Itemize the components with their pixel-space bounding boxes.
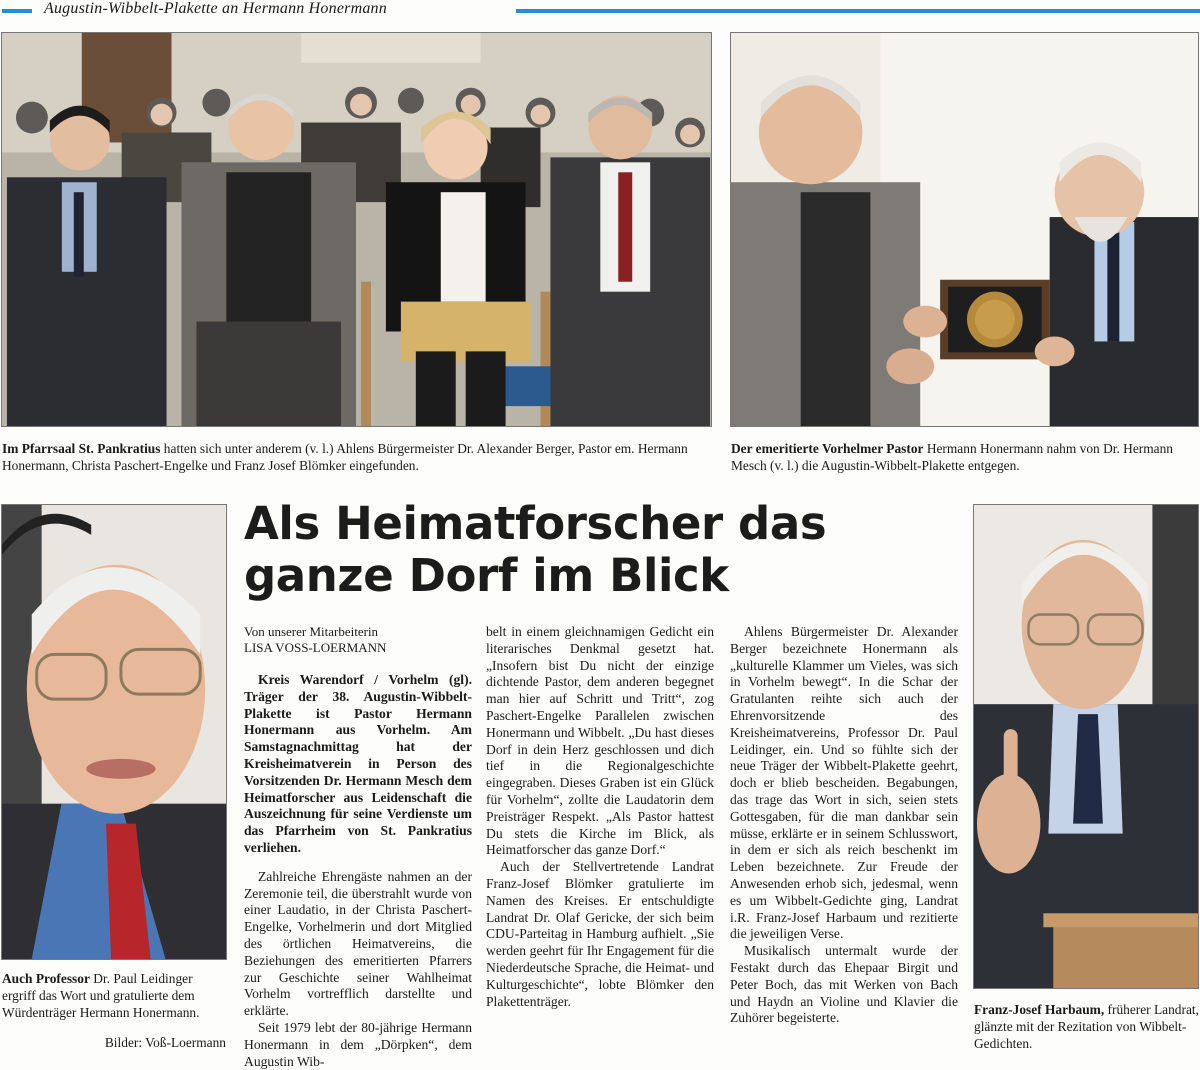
article-column-2 [486, 624, 714, 1010]
professor-portrait-photo [1, 504, 227, 960]
article-headline [244, 498, 964, 602]
column-2-paragraph-1: belt in einem gleichnamigen Gedicht ein literarisches Denkmal gesetzt hat. „Insofern bist Du nicht der einzige dichtende Pastor, dem anderen begegnet man hier auf Schritt und Tritt“, zog Paschert-Engelke Parallelen zwischen Honermann und Wibbelt. „Du hast dieses Dorf in dein Herz geschlossen und dich tief in die Regionalgeschichte eingegraben. Dieses Graben ist ein Glück für Vorhelm“, zollte die Laudatorin dem Preisträger Respekt. „Als Pastor hattest Du stets die Kirche im Blick, als Heimatforscher das ganze Dorf.“ [486, 624, 714, 858]
audience-caption-lead: Im Pfarrsaal St. Pankratius [2, 441, 161, 456]
column-1-paragraph-2: Seit 1979 lebt der 80-jährige Hermann Honermann in dem „Dörpken“, dem Augustin Wib- [244, 1019, 472, 1069]
column-3-paragraph-2: Musikalisch untermalt wurde der Festakt durch das Ehepaar Birgit und Peter Boch, das mit Werken von Bach und Haydn an Violine und Klavier die Zuhörer begeisterte. [730, 943, 958, 1026]
column-3-paragraph-1: Ahlens Bürgermeister Dr. Alexander Berger bezeichnete Honermann als „kulturelle Klammer um Vieles, was sich in Vorhelm bewegt“. In die Schar der Gratulanten reihte sich auch der Ehrenvorsitzende des Kreisheimatvereins, Professor Dr. Paul Leidinger, ein. Und so fühlte sich der neue Träger der Wibbelt-Plakette geehrt, doch er blieb bescheiden. Begabungen, das trage das Wort in sich, seien stets Gottesgaben, für die man dankbar sein müsse, erklärte er in seinem Schlusswort, in dem er sich als reich beschenkt im Leben bezeichnete. Zur Freude der Anwesenden erhob sich, jedesmal, wenn es um Wibbelt-Gedichte ging, Landrat i.R. Franz-Josef Harbaum und rezitierte die jeweiligen Verse. [730, 624, 958, 942]
professor-caption-lead: Auch Professor [2, 971, 90, 986]
handover-caption-text: Hermann Honermann nahm von Dr. Hermann Mesch (v. l.) die Augustin-Wibbelt-Plakette entgegen. [731, 441, 1173, 473]
column-1-paragraph-1: Zahlreiche Ehrengäste nahmen an der Zeremonie teil, die überstrahlt wurde von einer Laudatio, in der Christa Paschert-Engelke, Vorhelmerin und dort Mitglied des örtlichen Heimatvereins, die Beziehungen des emeritierten Pfarrers zur Geschichte seiner Wahlheimat Vorhelm vortrefflich darstellte und erklärte. [244, 868, 472, 1019]
professor-portrait-image [2, 505, 226, 959]
photo-credit: Bilder: Voß-Loermann [104, 1035, 226, 1050]
column-2-paragraph-2: Auch der Stellvertretende Landrat Franz-Josef Blömker gratulierte im Namen des Kreises. Er entschuldigte Landrat Dr. Olaf Gericke, der sich beim CDU-Parteitag in Hamburg aufhielt. „Sie werden geehrt für Ihr Engagement für die Niederdeutsche Sprache, die Heimat- und Kulturgeschichte“, lobte Blömker den Plakettenträger. [486, 859, 714, 1009]
plaque-handover-photo-image [731, 33, 1198, 426]
professor-photo-caption [2, 970, 228, 1021]
article-column-3 [730, 624, 958, 1027]
plaque-handover-photo [730, 32, 1199, 427]
audience-photo [1, 32, 712, 427]
harbaum-caption-lead: Franz-Josef Harbaum, [974, 1002, 1105, 1017]
article-lead: Kreis Warendorf / Vorhelm (gl). Träger der 38. Augustin-Wibbelt-Plakette ist Pastor Hermann Honermann aus Vorhelm. Am Samstagnachmittag hat der Kreisheimatverein in Person des Vorsitzenden Dr. Hermann Mesch dem Heimatforscher aus Leidenschaft die Auszeichnung für seine Verdienste um das Pfarrheim von St. Pankratius verliehen. [244, 672, 472, 855]
professor-caption-text: Dr. Paul Leidinger ergriff das Wort und gratulierte dem Würdenträger Hermann Honermann. [2, 971, 200, 1020]
section-rubric [0, 0, 1200, 22]
harbaum-portrait-image [974, 505, 1198, 988]
headline-line-1: Als Heimatforscher das [244, 497, 827, 550]
audience-photo-caption [2, 440, 714, 474]
harbaum-caption-text: früherer Landrat, glänzte mit der Rezitation von Wibbelt-Gedichten. [974, 1002, 1199, 1051]
audience-photo-image [2, 33, 711, 426]
article-column-1 [244, 624, 472, 1070]
rubric-title: Augustin-Wibbelt-Plakette an Hermann Honermann [44, 0, 387, 17]
rubric-rule-right [516, 9, 1200, 13]
audience-caption-text: hatten sich unter anderem (v. l.) Ahlens Bürgermeister Dr. Alexander Berger, Pastor em. Hermann Honermann, Christa Paschert-Engelke und Franz Josef Blömker eingefunden. [2, 441, 688, 473]
harbaum-photo-caption [974, 1001, 1200, 1052]
byline-author: LISA VOSS-LOERMANN [244, 640, 387, 655]
rubric-rule-left [2, 9, 32, 13]
handover-caption-lead: Der emeritierte Vorhelmer Pastor [731, 441, 924, 456]
headline-line-2: ganze Dorf im Blick [244, 549, 729, 602]
harbaum-portrait-photo [973, 504, 1199, 989]
handover-photo-caption [731, 440, 1199, 474]
byline-role: Von unserer Mitarbeiterin [244, 624, 379, 639]
